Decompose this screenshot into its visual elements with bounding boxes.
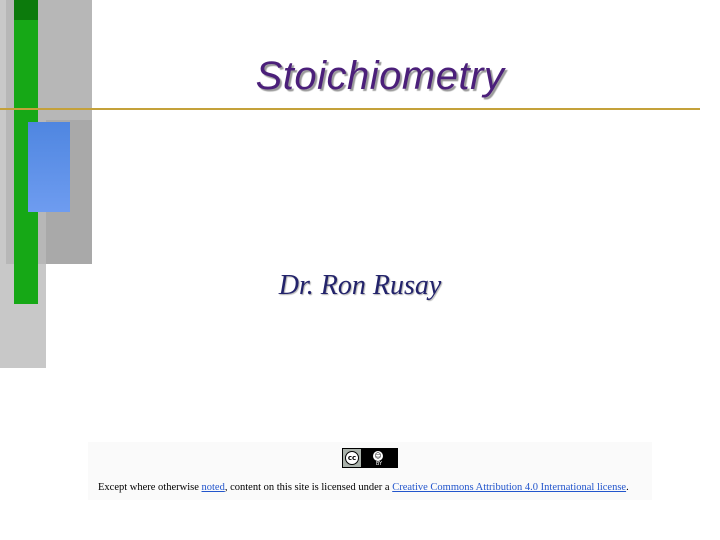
license-statement (98, 482, 648, 493)
slide-subtitle: Dr. Ron Rusay (278, 270, 442, 301)
by-label: BY (375, 461, 383, 467)
person-icon: ☺ (374, 452, 382, 460)
noted-link[interactable]: noted (201, 482, 225, 493)
cc-license-link[interactable]: Creative Commons Attribution 4.0 International license (392, 482, 627, 493)
decorative-bar-blue (28, 122, 70, 212)
license-text-part: Except where otherwise (98, 482, 202, 493)
license-text-part: , content on this site is licensed under a (224, 482, 393, 493)
cc-icon: cc (345, 451, 359, 465)
title-rule (0, 108, 700, 110)
slide-title: Stoichiometry (255, 54, 505, 98)
cc-license-badge-icon[interactable] (342, 448, 398, 468)
license-text-part: . (626, 482, 629, 493)
license-footer (88, 442, 652, 500)
decorative-bar-green-top (14, 0, 38, 20)
